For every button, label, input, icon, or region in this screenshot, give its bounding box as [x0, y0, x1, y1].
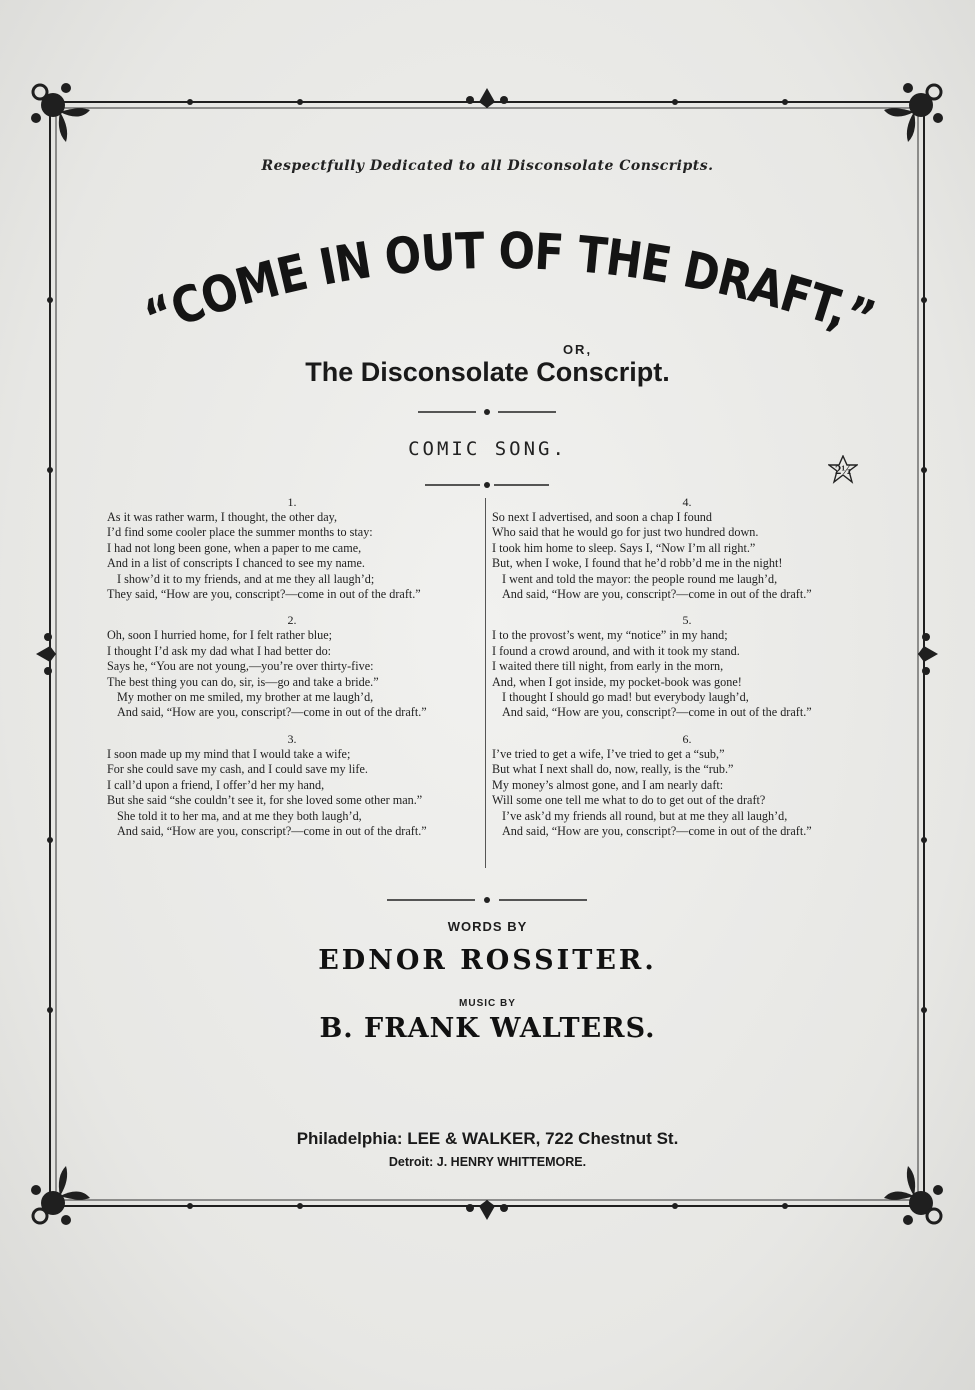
corner-flourish-icon: [884, 83, 943, 142]
verses-right-column: [492, 494, 882, 849]
song-subtitle: The Disconsolate Conscript.: [305, 357, 670, 387]
lyric-line: And said, “How are you, conscript?—come in out of the draft.”: [502, 823, 812, 838]
agent-line: Detroit: J. HENRY WHITTEMORE.: [388, 1155, 587, 1169]
lyric-line: And said, “How are you, conscript?—come in out of the draft.”: [117, 705, 427, 720]
dedication-line: Respectfully Dedicated to all Disconsolate Conscripts.: [261, 158, 714, 174]
lyric-line: And said, “How are you, conscript?—come in out of the draft.”: [117, 823, 427, 838]
lyric-line: Says he, “You are not young,—you’re over thirty-five:: [107, 659, 374, 674]
lyric-line: I to the provost’s went, my “notice” in my hand;: [492, 628, 728, 643]
verse-number: 1.: [287, 495, 297, 509]
or-connector: OR,: [562, 342, 593, 357]
verse: [107, 612, 477, 720]
lyric-line: I call’d upon a friend, I offer’d her my hand,: [107, 777, 325, 792]
lyric-line: I thought I’d ask my dad what I had better do:: [107, 643, 332, 658]
plate-number: 2½: [834, 462, 852, 477]
lyric-line: For she could save my cash, and I could save my life.: [107, 762, 368, 777]
lyric-line: She told it to her ma, and at me they both laugh’d,: [117, 808, 362, 823]
verse-number: 2.: [287, 613, 297, 628]
verse: [107, 731, 477, 839]
lyric-line: Oh, soon I hurried home, for I felt rather blue;: [107, 628, 333, 643]
plate-number-badge: [828, 455, 858, 485]
verse-number: 4.: [682, 495, 692, 509]
lyric-line: They said, “How are you, conscript?—come in out of the draft.”: [107, 587, 421, 602]
lyric-line: And, when I got inside, my pocket-book was gone!: [492, 674, 742, 689]
corner-flourish-icon: [31, 83, 90, 142]
divider-ornament: [0, 405, 975, 419]
lyric-line: As it was rather warm, I thought, the other day,: [107, 510, 338, 524]
lyric-line: I soon made up my mind that I would take a wife;: [107, 746, 351, 761]
lyric-line: Will some one tell me what to do to get out of the draft?: [492, 793, 766, 808]
column-divider: [485, 498, 486, 868]
verse-number: 5.: [682, 613, 692, 628]
corner-flourish-icon: [31, 1166, 90, 1225]
verse-number: 3.: [287, 731, 297, 746]
composer-name: B. FRANK WALTERS.: [319, 1013, 656, 1044]
lyric-line: I’d find some cooler place the summer months to stay:: [107, 525, 373, 540]
lyric-line: I went and told the mayor: the people round me laugh’d,: [502, 571, 778, 586]
song-title: [0, 230, 975, 350]
music-by-label: MUSIC BY: [459, 998, 516, 1009]
verse: [492, 612, 882, 720]
lyric-line: But what I next shall do, now, really, is the “rub.”: [492, 762, 734, 777]
words-by-label: WORDS BY: [447, 919, 528, 934]
lyric-line: So next I advertised, and soon a chap I found: [492, 510, 712, 524]
lyric-line: I waited there till night, from early in the morn,: [492, 659, 724, 674]
lyric-line: I took him home to sleep. Says I, “Now I’m all right.”: [492, 540, 756, 555]
song-title-text: “COME IN OUT OF THE DRAFT,”: [136, 230, 886, 350]
lyric-line: But she said “she couldn’t see it, for she loved some other man.”: [107, 793, 423, 808]
divider-ornament: [0, 893, 975, 907]
lyric-line: And said, “How are you, conscript?—come in out of the draft.”: [502, 705, 812, 720]
verse: [492, 494, 882, 602]
lyric-line: I’ve ask’d my friends all round, but at me they all laugh’d,: [502, 808, 788, 823]
lyric-line: I’ve tried to get a wife, I’ve tried to get a “sub,”: [492, 746, 725, 761]
lyric-line: I had not long been gone, when a paper to me came,: [107, 540, 362, 555]
lyric-line: Who said that he would go for just two hundred down.: [492, 525, 759, 540]
lyric-line: I thought I should go mad! but everybody laugh’d,: [502, 690, 749, 705]
verses-left-column: [107, 494, 477, 849]
lyric-line: And in a list of conscripts I chanced to see my name.: [107, 556, 365, 571]
publisher-line: Philadelphia: LEE & WALKER, 722 Chestnut St.: [296, 1129, 679, 1148]
lyricist-name: EDNOR ROSSITER.: [318, 945, 657, 976]
verse-number: 6.: [682, 731, 692, 746]
lyric-line: The best thing you can do, sir, is—go and take a bride.”: [107, 674, 379, 689]
lyric-line: I found a crowd around, and with it took my stand.: [492, 643, 740, 658]
verse: [492, 731, 882, 839]
lyric-line: And said, “How are you, conscript?—come in out of the draft.”: [502, 587, 812, 602]
lyric-line: But, when I woke, I found that he’d robb’d me in the night!: [492, 556, 783, 571]
verse: [107, 494, 477, 602]
lyric-line: I show’d it to my friends, and at me they all laugh’d;: [117, 571, 375, 586]
lyric-line: My money’s almost gone, and I am nearly daft:: [492, 777, 724, 792]
corner-flourish-icon: [884, 1166, 943, 1225]
genre-label: COMIC SONG.: [408, 438, 567, 460]
lyric-line: My mother on me smiled, my brother at me laugh’d,: [117, 690, 374, 705]
